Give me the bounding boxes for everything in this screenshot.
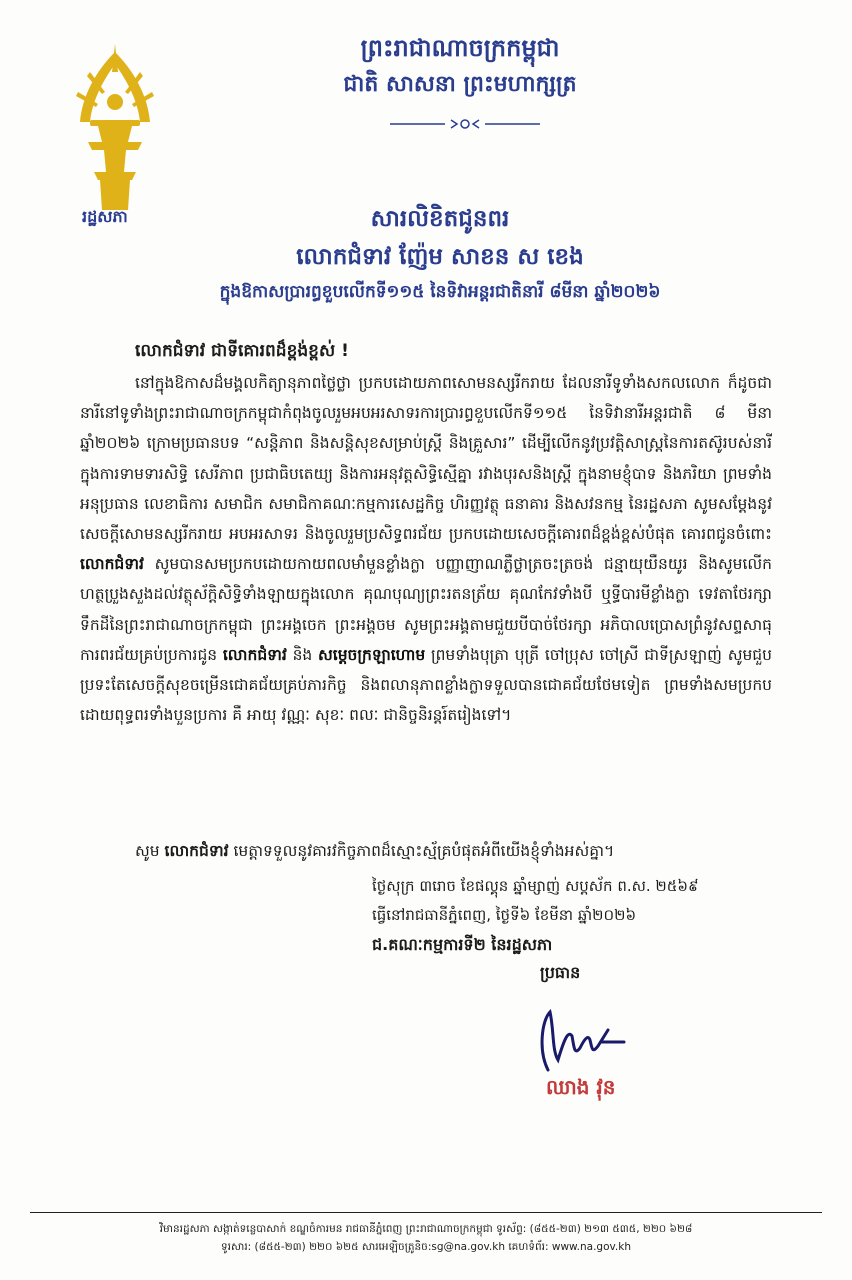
closing-pre: សូម xyxy=(135,842,160,860)
letter-body xyxy=(80,368,772,730)
signature-icon xyxy=(528,1000,638,1080)
letterhead xyxy=(250,30,670,102)
parliament-emblem-icon xyxy=(70,42,160,212)
closing-post: មេត្តាទទួលនូវគារវកិច្ចភាពដ៏ស្មោះស្ម័គ្របំផុតអំពីយើងខ្ញុំទាំងអស់គ្នា។ xyxy=(233,842,615,860)
body-name-bold: លោកជំទាវ xyxy=(80,555,144,574)
occasion-line: ក្នុងឱកាសប្រារព្ធខួបលើកទី១១៥ នៃទិវាអន្តរជាតិនារី ៨មីនា ឆ្នាំ២០២៦ xyxy=(219,282,661,302)
lunar-date: ថ្ងៃសុក្រ ៣រោច ខែផល្គុន ឆ្នាំម្សាញ់ សប្តស័ក ព.ស. ២៥៦៩ xyxy=(372,877,699,895)
body-name3-bold: សម្តេចក្រឡាហោម xyxy=(318,645,426,664)
date-block xyxy=(372,872,792,959)
footer-contact: ទូរសារ: (៨៥៥-២៣) ២២០ ៦២៥ សារអេឡិចត្រូនិច:sg@na.gov.kh គេហទំព័រ: www.na.gov.kh xyxy=(221,1241,631,1253)
footer-divider xyxy=(30,1212,822,1213)
letter-title-block xyxy=(120,200,760,308)
body-conj: និង xyxy=(292,645,313,664)
signer-role: ប្រធាន xyxy=(540,963,581,982)
signer-name: ឈាង វុន xyxy=(546,1075,616,1099)
body-part-2: សូមបានសមប្រកបដោយកាយពលមាំមួនខ្លាំងក្លា បញ្ញាញាណភ្លឺថ្លាត្រចះត្រចង់ ជន្មាយុយឺនយូរ និងសូមលើកហត្ថប្រួងសួងដល់វត្ថុស័ក្តិសិទ្ធិទាំងឡាយក្នុងលោក គុណបុណ្យព្រះរតនត្រ័យ គុណកែវទាំងបី ឬទ្ធីបារមីខ្លាំងក្លា ទេវតាថែរក្សាទឹកដីនៃព្រះរាជាណាចក្រកម្ពុជា ព្រះអង្គចេក ព្រះអង្គចម សូមព្រះអង្គតាមជួយបីបាច់ថែរក្សា អភិបាលប្រោសព្រំនូវសព្ទសាធុការពរជ័យគ្រប់ប្រការជូន xyxy=(80,555,772,664)
body-part-3: ព្រមទាំងបុត្រា បុត្រី ចៅប្រុស ចៅស្រី ជាទីស្រឡាញ់ សូមជួបប្រទះតែសេចក្តីសុខចម្រើនជោគជ័យគ្រប់ភារកិច្ច និងពលានុភាពខ្លាំងក្លាទទួលបានជោគជ័យថែមទៀត ព្រមទាំងសមប្រកបដោយពុទ្ធពរទាំងបួនប្រការ គឺ អាយុ វណ្ណៈ សុខៈ ពលៈ ជានិច្ចនិរន្តរ៍តរៀងទៅ។ xyxy=(80,645,772,725)
kingdom-name: ព្រះរាជាណាចក្រកម្ពុជា xyxy=(360,33,560,62)
committee-name: ជ.គណៈកម្មការទី២ នៃរដ្ឋសភា xyxy=(372,935,553,954)
body-name2-bold: លោកជំទាវ xyxy=(222,645,287,664)
solar-date: ធ្វើនៅរាជធានីភ្នំពេញ, ថ្ងៃទី៦ ខែមីនា ឆ្នាំ២០២៦ xyxy=(372,906,637,924)
recipient-name: លោកជំទាវ ញ៉ែម សាខន ស ខេង xyxy=(296,243,584,270)
ornament-divider-icon xyxy=(385,118,545,130)
salutation: លោកជំទាវ ជាទីគោរពដ៏ខ្ពង់ខ្ពស់ ! xyxy=(135,341,349,361)
institution-label: រដ្ឋសភា xyxy=(82,207,128,226)
footer xyxy=(30,1220,822,1256)
body-part-1: នៅក្នុងឱកាសដ៏មង្គលកិត្យានុភាពថ្លៃថ្លា ប្រកបដោយភាពសោមនស្សរីករាយ ដែលនារីទូទាំងសកលលោក ក៏ដូចជានារីនៅទូទាំងព្រះរាជាណាចក្រកម្ពុជាកំពុងចូលរួមអបអរសាទរការប្រារព្ធខួបលើកទី១១៥ នៃទិវានារីអន្តរជាតិ ៨ មីនា ឆ្នាំ២០២៦ ក្រោមប្រធានបទ “សន្តិភាព និងសន្តិសុខសម្រាប់ស្ត្រី និងគ្រួសារ” ដើម្បីលើកនូវប្រវត្តិសាស្ត្រនៃការតស៊ូរបស់នារីក្នុងការទាមទារសិទ្ធិ សេរីភាព ប្រជាធិបតេយ្យ និងការអនុវត្តសិទ្ធិស្មើគ្នា រវាងបុរសនិងស្ត្រី ក្នុងនាមខ្ញុំបាទ និងភរិយា ព្រមទាំងអនុប្រធាន លេខាធិការ សមាជិក សមាជិកាគណៈកម្មការសេដ្ឋកិច្ច ហិរញ្ញវត្ថុ ធនាគារ និងសវនកម្ម នៃរដ្ឋសភា សូមសម្តែងនូវសេចក្តីសោមនស្សរីករាយ អបអរសាទរ និងចូលរួមប្រសិទ្ធពរជ័យ ប្រកបដោយសេចក្តីគោរពដ៏ខ្ពង់ខ្ពស់បំផុត គោរពជូនចំពោះ xyxy=(80,374,772,544)
national-motto: ជាតិ សាសនា ព្រះមហាក្សត្រ xyxy=(343,71,577,97)
closing-name-bold: លោកជំទាវ xyxy=(164,842,229,860)
closing-paragraph xyxy=(80,836,772,866)
letter-title: សារលិខិតជូនពរ xyxy=(370,205,510,232)
footer-address: វិមានរដ្ឋសភា សង្កាត់ទន្លេបាសាក់ ខណ្ឌចំការមន រាជធានីភ្នំពេញ ព្រះរាជាណាចក្រកម្ពុជា ទូរស័ព្ទ: (៨៥៥-២៣) ២១៣ ៥៣៥, ២២០ ៦២៨ xyxy=(159,1223,693,1235)
